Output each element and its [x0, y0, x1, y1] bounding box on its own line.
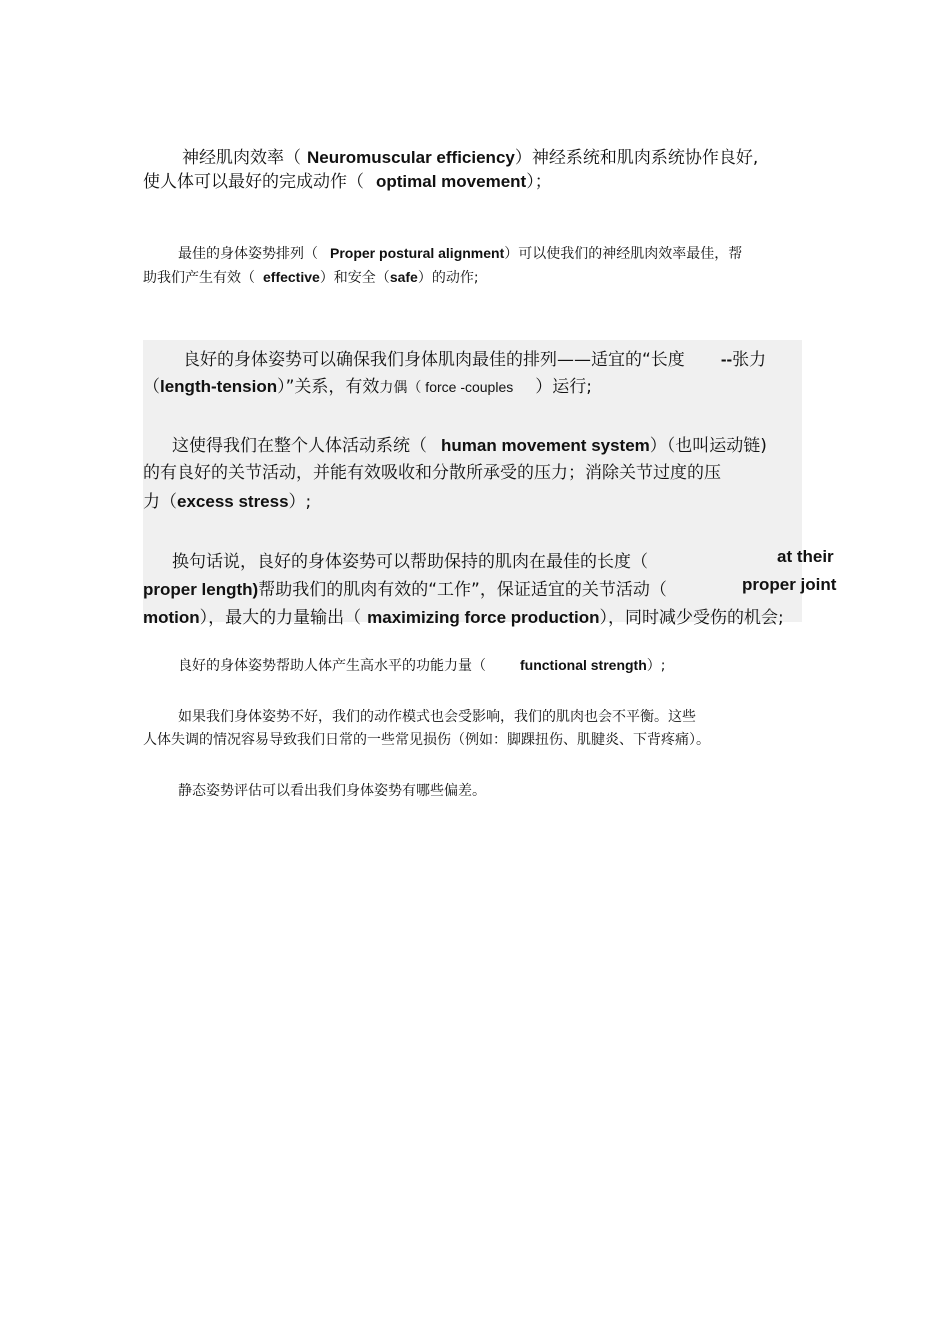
p2-line-1 — [178, 243, 742, 263]
text: ），同时减少受伤的机会; — [599, 608, 784, 628]
term: excess stress — [177, 492, 289, 511]
term: Proper postural alignment — [330, 245, 505, 261]
text: 人体失调的情况容易导致我们日常的一些常见损伤（例如：脚踝扭伤、肌腱炎、下背疼痛）。 — [143, 732, 710, 748]
term: -- — [720, 350, 733, 369]
text: ）神经系统和肌肉系统协作良好, — [514, 148, 759, 168]
term: proper joint — [742, 575, 837, 594]
p5-line-2 — [143, 575, 667, 600]
p4-line-2 — [143, 458, 721, 483]
p1-line-2 — [143, 167, 552, 192]
term: motion — [143, 608, 200, 627]
text: ）”关系，有效 — [277, 377, 380, 397]
term: optimal movement — [376, 172, 527, 191]
text: ）; — [646, 658, 666, 674]
text: 使人体可以最好的完成动作（ — [143, 172, 364, 192]
text: 的有良好的关节活动，并能有效吸收和分散所承受的压力；消除关节过度的压 — [143, 463, 721, 483]
p5-line-3 — [143, 603, 784, 628]
term: maximizing force production — [367, 608, 600, 627]
p5-line-1 — [172, 547, 648, 572]
text: ）运行; — [535, 377, 592, 397]
text: 帮助我们的肌肉有效的“工作”，保证适宜的关节活动（ — [258, 580, 667, 600]
text: ）; — [288, 492, 312, 512]
text: 力偶（ force -couples — [379, 379, 514, 395]
term: human movement system — [441, 436, 650, 455]
term: proper length) — [143, 580, 259, 599]
p2-line-2 — [143, 267, 479, 287]
p6-line-1 — [178, 655, 666, 675]
p5-line-2-term — [742, 575, 836, 595]
text: （ — [143, 377, 160, 397]
p4-line-1 — [172, 431, 767, 456]
text: 最佳的身体姿势排列（ — [178, 246, 318, 262]
text: ）可以使我们的神经肌肉效率最佳，帮 — [504, 246, 743, 262]
p8-line-1 — [178, 780, 486, 800]
text: ）和安全（ — [319, 270, 390, 286]
term: Neuromuscular efficiency — [307, 148, 515, 167]
text: 力（ — [143, 492, 177, 512]
text: ）； — [526, 172, 552, 192]
text: 如果我们身体姿势不好，我们的动作模式也会受影响，我们的肌肉也会不平衡。这些 — [178, 709, 696, 725]
term: effective — [263, 269, 320, 285]
term: functional strength — [520, 657, 647, 673]
p3-line-2 — [143, 372, 592, 397]
term: at their — [777, 547, 834, 566]
p4-line-3 — [143, 487, 311, 512]
text: 神经肌肉效率（ — [182, 148, 301, 168]
text: ），最大的力量输出（ — [199, 608, 362, 628]
p5-line-1-term — [777, 547, 834, 567]
term: length-tension — [160, 377, 278, 396]
text: 静态姿势评估可以看出我们身体姿势有哪些偏差。 — [178, 783, 486, 799]
text: 良好的身体姿势可以确保我们身体肌肉最佳的排列——适宜的“长度 — [183, 350, 685, 370]
p3-line-1 — [183, 345, 766, 370]
text: 这使得我们在整个人体活动系统（ — [172, 436, 427, 456]
p1-line-1 — [182, 143, 758, 168]
p7-line-2 — [143, 729, 710, 749]
term: safe — [389, 269, 418, 285]
text: ）（也叫运动链) — [649, 436, 767, 456]
text: 张力 — [732, 350, 767, 370]
text: 助我们产生有效（ — [143, 270, 255, 286]
text: 良好的身体姿势帮助人体产生高水平的功能力量（ — [178, 658, 486, 674]
text: ）的动作; — [417, 270, 479, 286]
p7-line-1 — [178, 706, 696, 726]
text: 换句话说，良好的身体姿势可以帮助保持的肌肉在最佳的长度（ — [172, 552, 648, 572]
